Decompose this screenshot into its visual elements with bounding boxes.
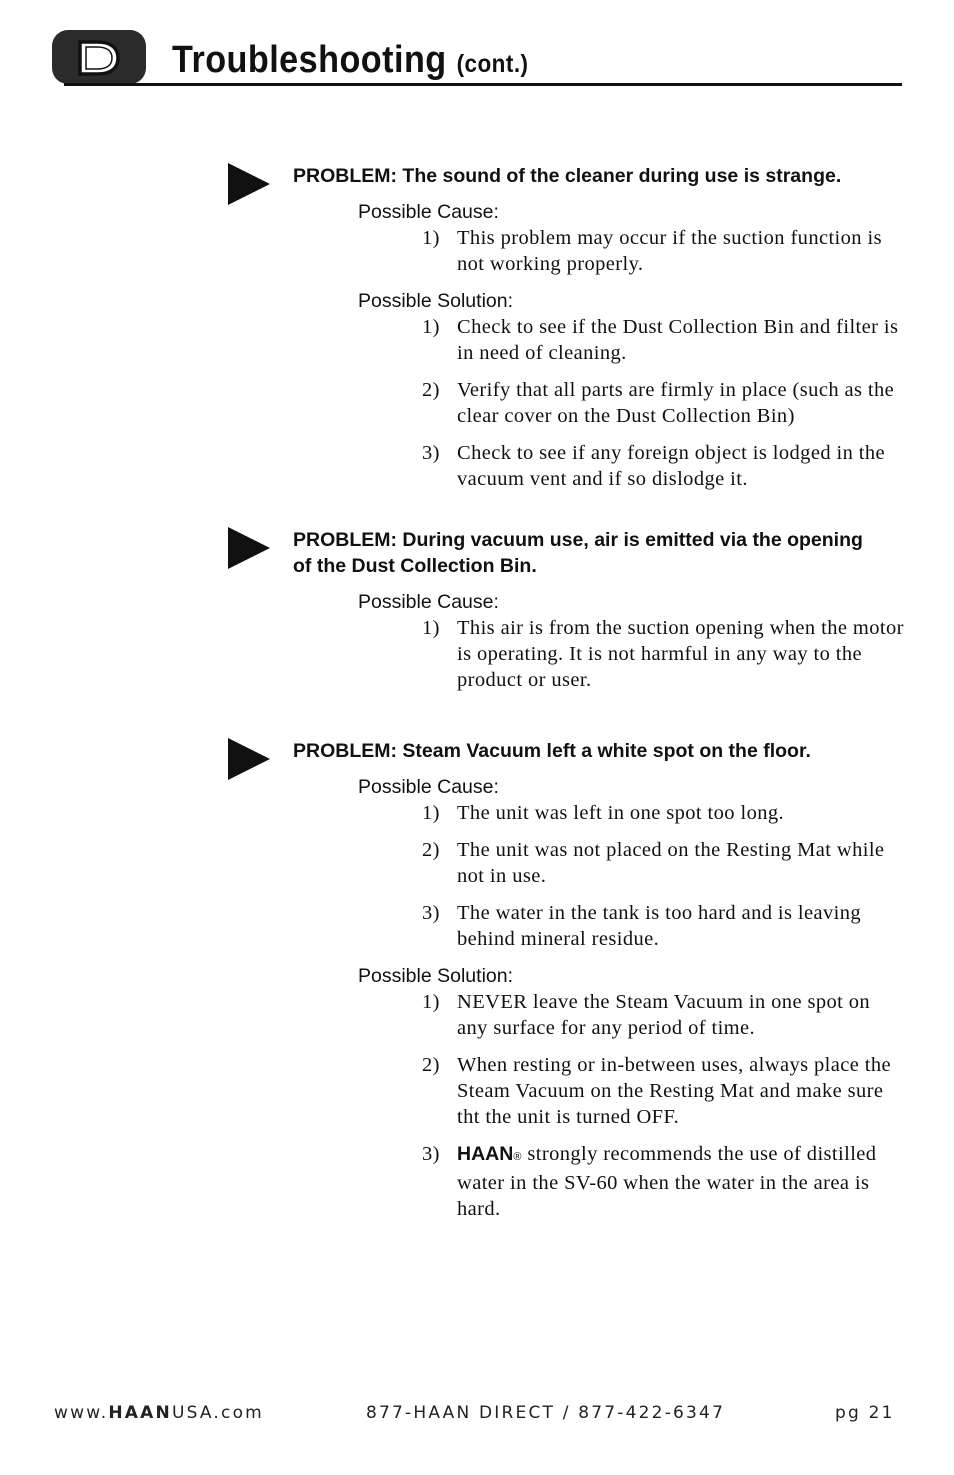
possible-solution-label: Possible Solution: — [358, 965, 514, 987]
header-rule — [64, 83, 902, 86]
list-item: 3) Check to see if any foreign object is lodged in the vacuum vent and if so dislodge it. — [422, 442, 886, 490]
footer-url[interactable]: www.HAANUSA.com — [54, 1403, 264, 1423]
cause-list — [422, 800, 906, 952]
list-item: 1) This problem may occur if the suction function is not working properly. — [422, 227, 882, 275]
possible-cause-label: Possible Cause: — [358, 776, 499, 798]
problem-block-2 — [226, 527, 906, 704]
registered-mark: ® — [513, 1151, 522, 1163]
list-item: 3) HAAN® strongly recommends the use of distilled water in the SV-60 when the water in the area is hard. — [422, 1143, 877, 1220]
solution-list — [422, 989, 906, 1222]
list-item: 3) The water in the tank is too hard and is leaving behind mineral residue. — [422, 902, 862, 950]
section-badge — [52, 30, 146, 84]
problem-title: PROBLEM: During vacuum use, air is emitted via the opening of the Dust Collection Bin. — [293, 529, 863, 577]
footer-phone: 877-HAAN DIRECT / 877-422-6347 — [366, 1403, 726, 1423]
possible-cause-label: Possible Cause: — [358, 201, 499, 223]
page-number: pg 21 — [835, 1403, 895, 1423]
arrow-right-icon — [226, 527, 270, 569]
solution-list — [422, 314, 906, 492]
page-title-suffix: (cont.) — [456, 50, 529, 78]
problem-block-3 — [226, 738, 906, 1233]
problem-title: PROBLEM: The sound of the cleaner during use is strange. — [293, 165, 842, 187]
problem-block-1 — [226, 163, 906, 503]
list-item: 1) Check to see if the Dust Collection Bin and filter is in need of cleaning. — [422, 316, 899, 364]
problem-title: PROBLEM: Steam Vacuum left a white spot on the floor. — [293, 740, 811, 762]
footer-brand: HAAN — [108, 1403, 172, 1423]
arrow-right-icon — [226, 163, 270, 205]
list-item: 1) NEVER leave the Steam Vacuum in one spot on any surface for any period of time. — [422, 991, 871, 1039]
possible-cause-label: Possible Cause: — [358, 591, 499, 613]
page-title — [172, 38, 528, 86]
list-item: 1) The unit was left in one spot too long. — [422, 802, 785, 824]
page-title-text: Troubleshooting — [172, 39, 447, 81]
brand-name: HAAN — [457, 1143, 514, 1165]
page-header — [52, 30, 902, 88]
list-item: 2) The unit was not placed on the Resting Mat while not in use. — [422, 839, 885, 887]
list-item: 2) When resting or in-between uses, always place the Steam Vacuum on the Resting Mat and make sure tht the unit is turned OFF. — [422, 1054, 892, 1128]
possible-solution-label: Possible Solution: — [358, 290, 514, 312]
cause-list — [422, 225, 906, 277]
list-item: 2) Verify that all parts are firmly in place (such as the clear cover on the Dust Collection Bin) — [422, 379, 895, 427]
list-item: 1) This air is from the suction opening when the motor is operating. It is not harmful in any way to the product or user. — [422, 617, 904, 691]
arrow-right-icon — [226, 738, 270, 780]
letter-d-icon — [74, 39, 122, 77]
cause-list — [422, 615, 906, 693]
